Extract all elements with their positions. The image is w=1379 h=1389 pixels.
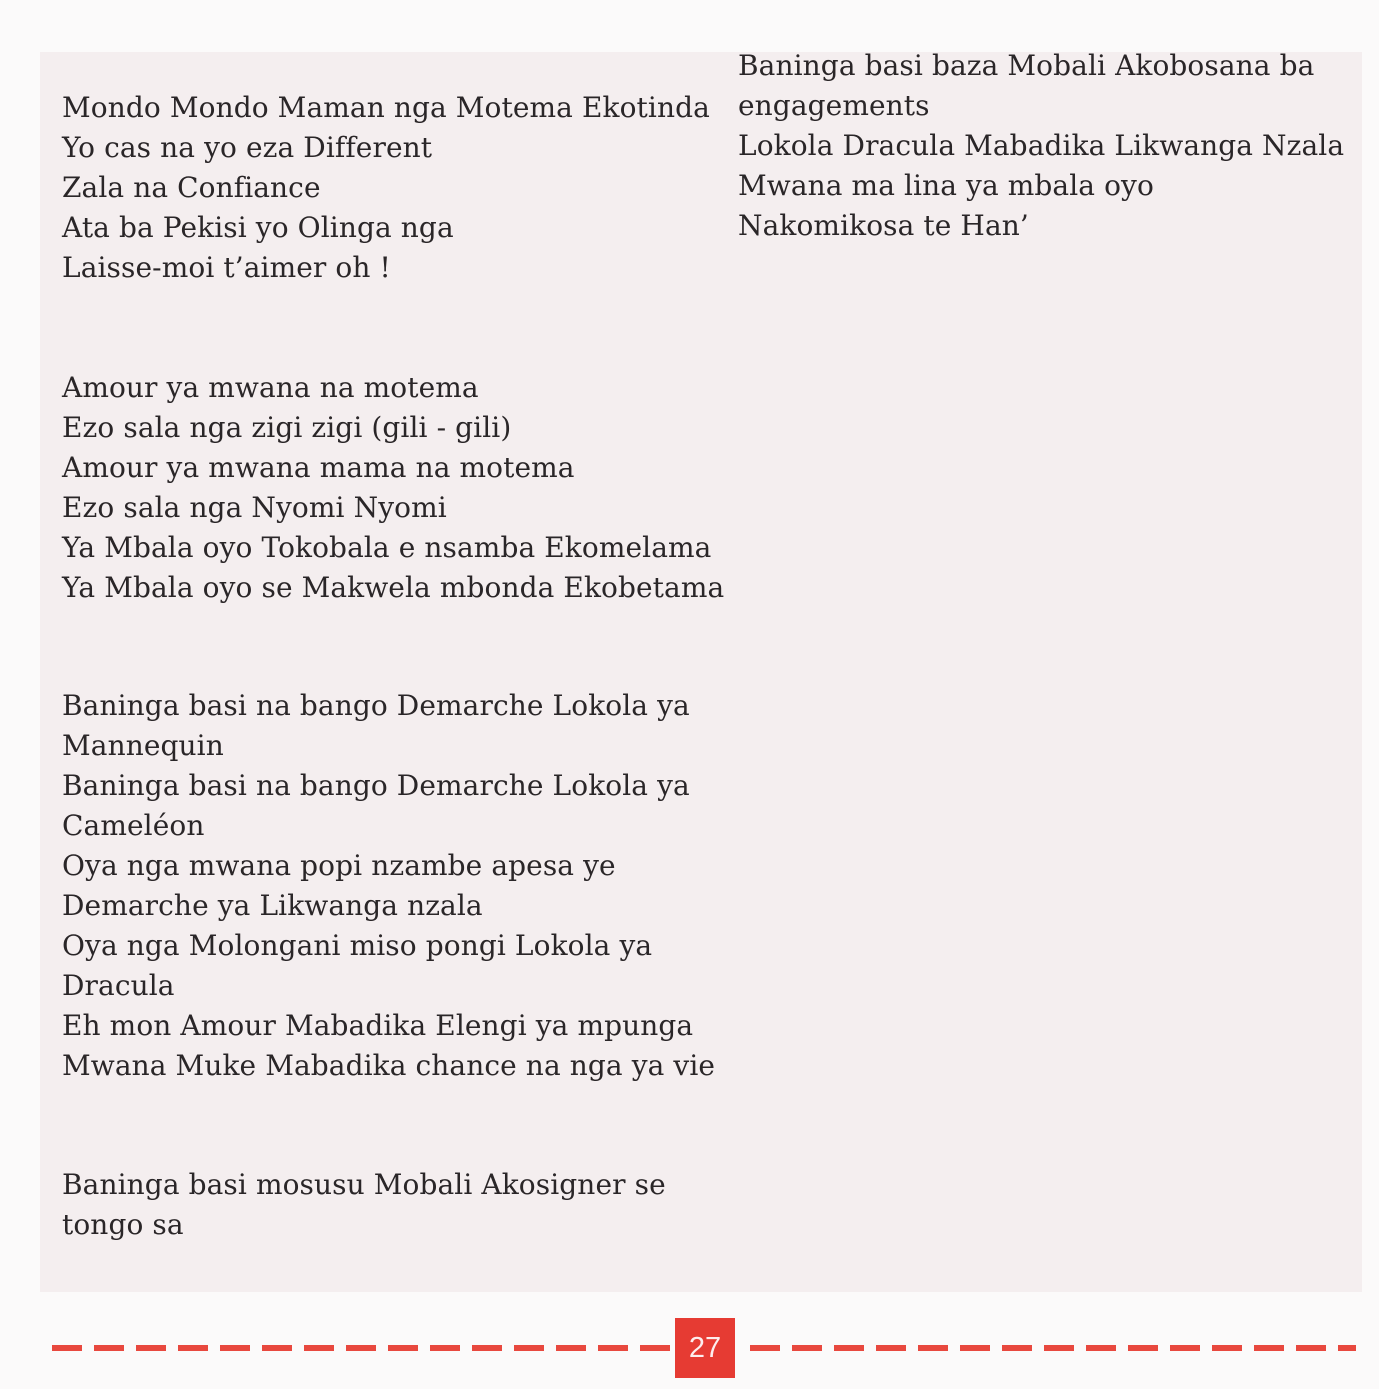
lyric-line: tongo sa [62, 1208, 184, 1241]
stanza [62, 686, 715, 1086]
page-footer [0, 1318, 1379, 1378]
lyric-line: Laisse-moi t’aimer oh ! [62, 251, 391, 284]
lyric-line: Baninga basi na bango Demarche Lokola ya [62, 769, 690, 802]
lyric-line: Mondo Mondo Maman nga Motema Ekotinda [62, 91, 710, 124]
page-number: 27 [675, 1318, 735, 1378]
lyric-line: Cameléon [62, 809, 205, 842]
lyric-line: Lokola Dracula Mabadika Likwanga Nzala [738, 129, 1345, 162]
stanza [62, 88, 710, 288]
lyric-line: Oya nga mwana popi nzambe apesa ye [62, 849, 616, 882]
lyric-line: Ezo sala nga Nyomi Nyomi [62, 491, 447, 524]
lyric-line: Demarche ya Likwanga nzala [62, 889, 483, 922]
dashed-rule-right [750, 1345, 1356, 1351]
lyric-line: Ya Mbala oyo se Makwela mbonda Ekobetama [62, 571, 725, 604]
lyric-line: Baninga basi na bango Demarche Lokola ya [62, 689, 690, 722]
lyric-line: Mannequin [62, 729, 224, 762]
stanza [62, 368, 724, 608]
lyric-line: Amour ya mwana na motema [62, 371, 479, 404]
lyric-line: Eh mon Amour Mabadika Elengi ya mpunga [62, 1009, 694, 1042]
lyric-line: Baninga basi baza Mobali Akobosana ba [738, 49, 1315, 82]
lyric-line: Nakomikosa te Han’ [738, 209, 1029, 242]
lyric-line: Mwana Muke Mabadika chance na nga ya vie [62, 1049, 716, 1082]
lyric-line: Ezo sala nga zigi zigi (gili - gili) [62, 411, 512, 444]
lyric-line: Baninga basi mosusu Mobali Akosigner se [62, 1168, 666, 1201]
lyric-line: Ata ba Pekisi yo Olinga nga [62, 211, 454, 244]
lyric-line: Dracula [62, 969, 175, 1002]
lyric-line: Ya Mbala oyo Tokobala e nsamba Ekomelama [62, 531, 712, 564]
dashed-rule-left [52, 1345, 670, 1351]
stanza [738, 46, 1344, 246]
lyric-line: Zala na Confiance [62, 171, 321, 204]
lyric-line: engagements [738, 89, 930, 122]
lyric-line: Amour ya mwana mama na motema [62, 451, 575, 484]
lyric-line: Mwana ma lina ya mbala oyo [738, 169, 1154, 202]
lyric-line: Yo cas na yo eza Different [62, 131, 433, 164]
lyric-line: Oya nga Molongani miso pongi Lokola ya [62, 929, 653, 962]
stanza [62, 1165, 666, 1245]
